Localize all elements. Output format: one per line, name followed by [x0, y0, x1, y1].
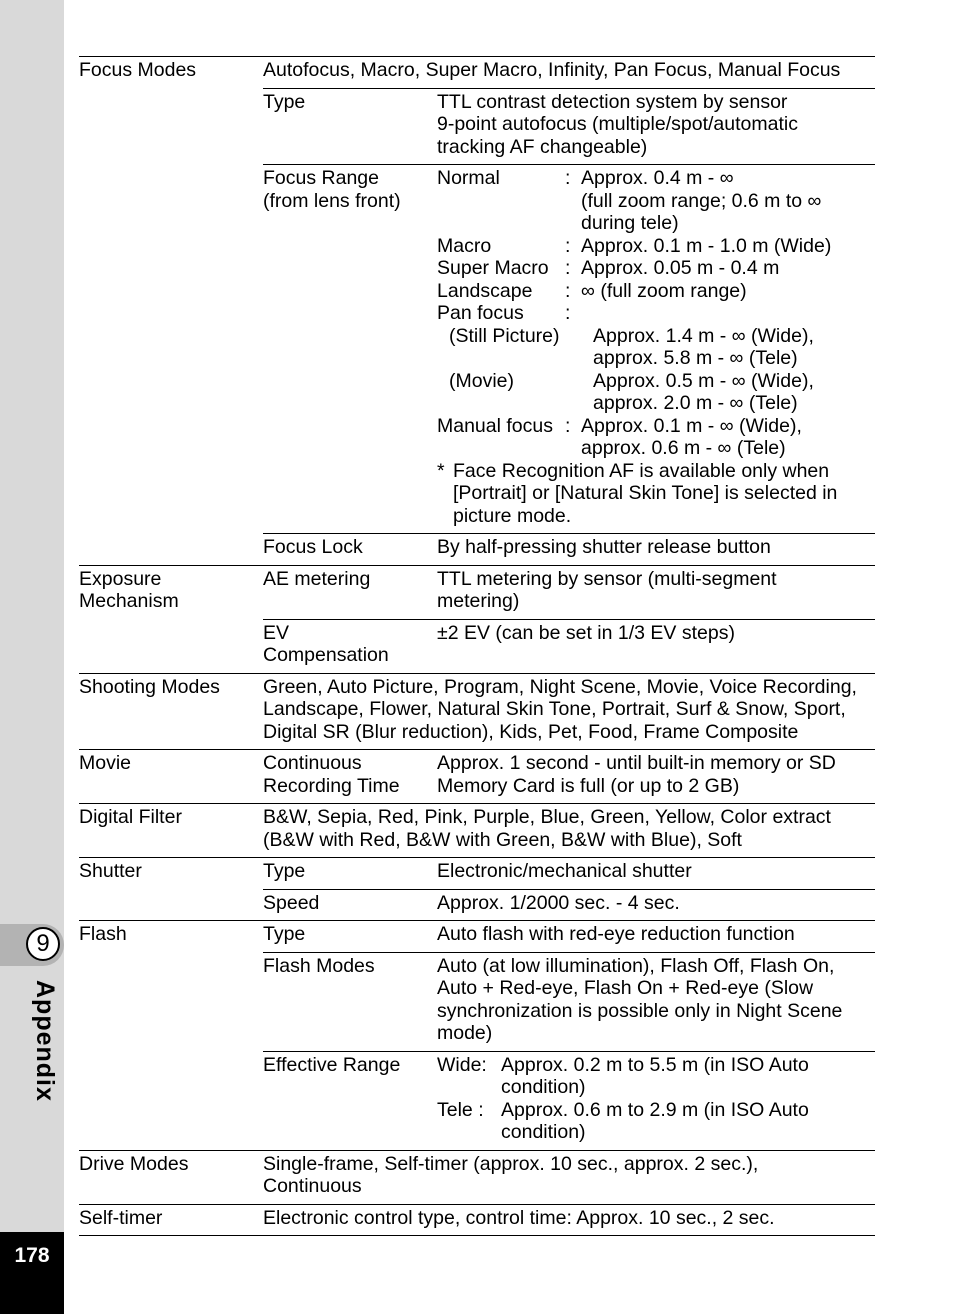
range-landscape: Landscape : ∞ (full zoom range) — [437, 279, 747, 302]
row-value: Approx. 1 second - until built-in memory or SD Memory Card is full (or up to 2 GB) — [437, 752, 836, 797]
row-value: TTL contrast detection system by sensor 9-point autofocus (multiple/spot/automatic tracking AF changeable) — [437, 90, 798, 158]
range-movie: (Movie) Approx. 0.5 m - ∞ (Wide), approx. 2.0 m - ∞ (Tele) — [449, 369, 814, 414]
row-label: Continuous Recording Time — [263, 752, 400, 797]
chapter-sidebar — [0, 0, 64, 1314]
ev-compensation-row — [263, 619, 875, 673]
chapter-title: Appendix — [31, 980, 59, 1102]
range-pan-focus: Pan focus : — [437, 302, 571, 324]
row-value — [437, 1054, 875, 1144]
category-label: Shutter — [79, 860, 142, 882]
row-label: Focus Lock — [263, 536, 363, 558]
spec-group-shooting-modes — [79, 673, 875, 750]
row-label: AE metering — [263, 567, 371, 590]
range-normal: Normal : Approx. 0.4 m - ∞ (full zoom range; 0.6 m to ∞ during tele) — [437, 167, 822, 234]
face-recognition-note: * Face Recognition AF is available only when [Portrait] or [Natural Skin Tone] is selected in picture mode. — [437, 459, 838, 527]
spec-group-exposure — [79, 565, 875, 673]
spec-group-shutter — [79, 857, 875, 920]
category-label: Movie — [79, 752, 132, 774]
range-wide: Wide: Approx. 0.2 m to 5.5 m (in ISO Auto condition) — [437, 1053, 809, 1098]
category-label: Self-timer — [79, 1206, 163, 1229]
range-tele: Tele : Approx. 0.6 m to 2.9 m (in ISO Auto condition) — [437, 1098, 809, 1143]
spec-group-drive-modes — [79, 1150, 875, 1204]
row-label: Flash Modes — [263, 954, 375, 977]
focus-modes-value: Autofocus, Macro, Super Macro, Infinity, Pan Focus, Manual Focus — [263, 57, 875, 89]
category-label: Exposure Mechanism — [79, 567, 179, 612]
row-value: Auto (at low illumination), Flash Off, Flash On, Auto + Red-eye, Flash On + Red-eye (Slow synchronization is possible only in Night Scene mode) — [437, 954, 843, 1044]
row-label: Type — [263, 90, 306, 113]
shutter-type-row — [263, 858, 875, 889]
digital-filter-value: B&W, Sepia, Red, Pink, Purple, Blue, Green, Yellow, Color extract (B&W with Red, B&W with Green, B&W with Blue), Soft — [263, 806, 831, 851]
row-value: TTL metering by sensor (multi-segment metering) — [437, 567, 777, 612]
chapter-number: 9 — [26, 927, 60, 961]
effective-range-row — [263, 1051, 875, 1150]
row-value: Approx. 1/2000 sec. - 4 sec. — [437, 891, 680, 914]
category-label: Flash — [79, 923, 127, 945]
drive-modes-value: Single-frame, Self-timer (approx. 10 sec., approx. 2 sec.), Continuous — [263, 1152, 759, 1197]
spec-group-flash — [79, 920, 875, 1150]
shutter-speed-row — [263, 889, 875, 921]
flash-modes-row — [263, 952, 875, 1051]
category-label: Digital Filter — [79, 806, 182, 828]
row-value: By half-pressing shutter release button — [437, 536, 771, 558]
row-value: Auto flash with red-eye reduction function — [437, 923, 795, 945]
spec-group-movie — [79, 749, 875, 803]
category-label: Focus Modes — [79, 59, 197, 81]
row-label: Type — [263, 923, 306, 945]
range-super-macro: Super Macro : Approx. 0.05 m - 0.4 m — [437, 257, 780, 279]
category-label: Shooting Modes — [79, 675, 220, 698]
row-label: Focus Range (from lens front) — [263, 167, 401, 212]
category-label: Drive Modes — [79, 1152, 189, 1175]
shooting-modes-value: Green, Auto Picture, Program, Night Scene, Movie, Voice Recording, Landscape, Flower, Natural Skin Tone, Portrait, Surf & Snow, Sport, Digital SR (Blur reduction), Kids, Pet, Food, Frame Composite — [263, 675, 857, 743]
row-value: ±2 EV (can be set in 1/3 EV steps) — [437, 621, 735, 644]
spec-table — [79, 56, 875, 1236]
recording-time-row — [263, 750, 875, 803]
row-label: Type — [263, 860, 306, 882]
range-macro: Macro : Approx. 0.1 m - 1.0 m (Wide) — [437, 234, 832, 257]
spec-group-self-timer — [79, 1204, 875, 1237]
row-value — [437, 167, 875, 527]
page-number: 178 — [14, 1244, 50, 1267]
focus-range-row — [263, 164, 875, 533]
row-label: Effective Range — [263, 1053, 401, 1076]
row-label: EV Compensation — [263, 621, 389, 666]
spec-group-focus — [79, 56, 875, 565]
flash-type-row — [263, 921, 875, 952]
row-value: Electronic/mechanical shutter — [437, 860, 692, 882]
range-manual: Manual focus : Approx. 0.1 m - ∞ (Wide), approx. 0.6 m - ∞ (Tele) — [437, 414, 802, 459]
focus-lock-row — [263, 533, 875, 565]
self-timer-value: Electronic control type, control time: Approx. 10 sec., 2 sec. — [263, 1206, 775, 1229]
range-still: (Still Picture) Approx. 1.4 m - ∞ (Wide), approx. 5.8 m - ∞ (Tele) — [449, 324, 814, 369]
spec-group-digital-filter — [79, 803, 875, 857]
focus-type-row — [263, 89, 875, 165]
row-label: Speed — [263, 891, 320, 914]
ae-metering-row — [263, 566, 875, 619]
